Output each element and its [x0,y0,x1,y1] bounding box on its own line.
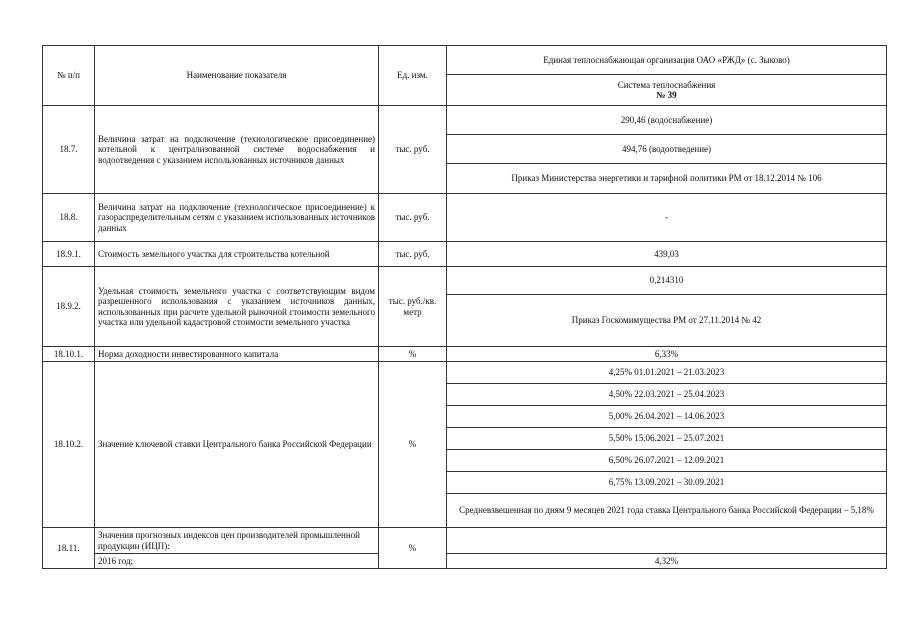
row-18-7-num: 18.7. [43,106,95,194]
row-18-11-name: Значения прогнозных индексов цен производителей промышленной продукции (ИЦП): [95,528,379,554]
row-18-9-1-unit: тыс. руб. [379,242,447,267]
row-18-10-1-num: 18.10.1. [43,347,95,362]
row-18-9-1-value: 439,03 [447,242,887,267]
row-18-10-1-value: 6,33% [447,347,887,362]
row-18-9-1-name: Стоимость земельного участка для строительства котельной [95,242,379,267]
header-org: Единая теплоснабжающая организация ОАО «РЖД» (с. Зыково) [447,46,887,75]
row-18-8-value: - [447,194,887,242]
header-system [447,75,887,106]
row-18-11-value [447,528,887,554]
header-unit: Ед. изм. [379,46,447,106]
row-18-10-2-unit: % [379,362,447,528]
row-18-9-2-value-2: Приказ Госкомимущества РМ от 27.11.2014 № 42 [447,295,887,347]
row-18-9-2-unit: тыс. руб./кв. метр [379,267,447,347]
row-18-10-2-value-1: 4,25% 01.01.2021 – 21.03.2023 [447,362,887,384]
row-18-7-unit: тыс. руб. [379,106,447,194]
row-18-11-unit: % [379,528,447,569]
row-18-11-sub-name: 2016 год; [95,554,379,569]
row-18-8-num: 18.8. [43,194,95,242]
row-18-7-value-2: 494,76 (водоотведение) [447,135,887,164]
indicators-table [42,45,887,569]
row-18-7-value-1: 290,46 (водоснабжение) [447,106,887,135]
row-18-8-unit: тыс. руб. [379,194,447,242]
row-18-10-2-value-7: Средневзвешенная по дням 9 месяцев 2021 года ставка Центрального банка Российской Федерации – 5,18% [447,494,887,528]
row-18-9-2-num: 18.9.2. [43,267,95,347]
header-name: Наименование показателя [95,46,379,106]
row-18-9-2-value-1: 0,214310 [447,267,887,295]
row-18-10-2-value-4: 5,50% 15.06.2021 – 25.07.2021 [447,428,887,450]
row-18-10-2-value-5: 6,50% 26.07.2021 – 12.09.2021 [447,450,887,472]
header-num: № п/п [43,46,95,106]
row-18-10-2-num: 18.10.2. [43,362,95,528]
row-18-9-1-num: 18.9.1. [43,242,95,267]
row-18-8-name: Величина затрат на подключение (технологическое присоединение) к газораспределительным сетям с указанием использованных источников данных [95,194,379,242]
header-system-line2: № 39 [656,90,677,100]
row-18-10-1-unit: % [379,347,447,362]
row-18-7-value-3: Приказ Министерства энергетики и тарифной политики РМ от 18.12.2014 № 106 [447,164,887,194]
row-18-10-2-value-3: 5,00% 26.04.2021 – 14.06.2023 [447,406,887,428]
row-18-10-1-name: Норма доходности инвестированного капитала [95,347,379,362]
header-system-line1: Система теплоснабжения [617,79,716,90]
row-18-11-num: 18.11. [43,528,95,569]
row-18-10-2-name: Значение ключевой ставки Центрального банка Российской Федерации [95,362,379,528]
row-18-10-2-value-2: 4,50% 22.03.2021 – 25.04.2023 [447,384,887,406]
row-18-11-sub-value: 4,32% [447,554,887,569]
row-18-9-2-name: Удельная стоимость земельного участка с соответствующим видом разрешенного использования с указанием источников данных, использованных при расчете удельной рыночной стоимости земельного участка или удельной кадастровой стоимости земельного участка [95,267,379,347]
row-18-7-name: Величина затрат на подключение (технологическое присоединение) котельной к централизованной системе водоснабжения и водоотведения с указанием использованных источников данных [95,106,379,194]
row-18-10-2-value-6: 6,75% 13.09.2021 – 30.09.2021 [447,472,887,494]
